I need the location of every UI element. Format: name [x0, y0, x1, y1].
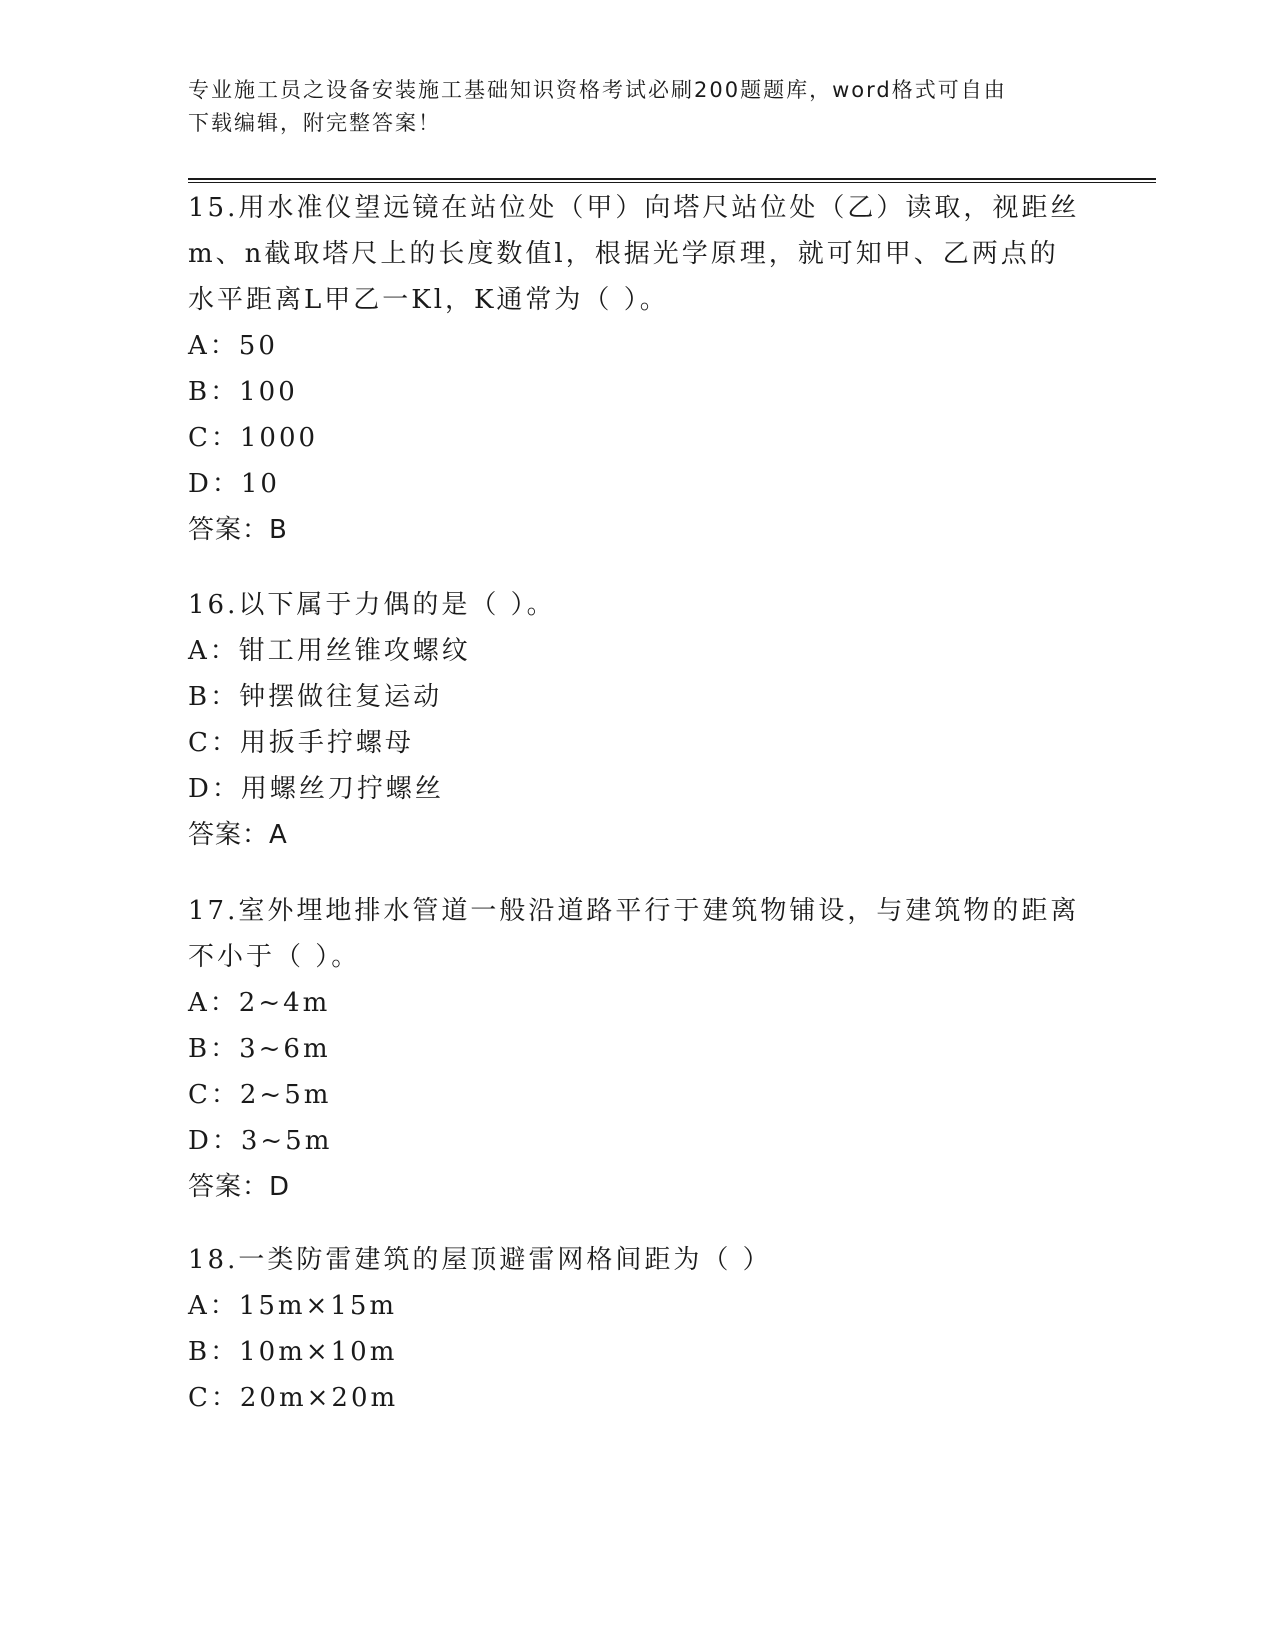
question-text-line: 15.用水准仪望远镜在站位处（甲）向塔尺站位处（乙）读取，视距丝: [188, 193, 1080, 223]
question-16: [188, 582, 1088, 858]
option-c: C：20m×20m: [188, 1383, 399, 1413]
question-15: [188, 185, 1088, 553]
question-text-line: 不小于（ ）。: [188, 942, 361, 972]
answer: 答案：D: [188, 1172, 291, 1202]
option-a: A：15m×15m: [188, 1291, 398, 1321]
option-c: C：用扳手拧螺母: [188, 728, 414, 758]
option-d: D：10: [188, 469, 280, 499]
option-b: B：100: [188, 377, 298, 407]
option-c: C：1000: [188, 423, 319, 453]
option-a: A：2~4m: [188, 988, 331, 1018]
answer: 答案：B: [188, 515, 288, 545]
option-d: D：用螺丝刀拧螺丝: [188, 774, 444, 804]
option-d: D：3~5m: [188, 1126, 333, 1156]
header-divider: [188, 178, 1156, 183]
option-b: B：10m×10m: [188, 1337, 398, 1367]
option-a: A：钳工用丝锥攻螺纹: [188, 636, 471, 666]
question-text-line: 16.以下属于力偶的是（ ）。: [188, 590, 556, 620]
question-text-line: 18.一类防雷建筑的屋顶避雷网格间距为（ ）: [188, 1245, 772, 1275]
question-18: [188, 1237, 1088, 1421]
header-line-1: 专业施工员之设备安装施工基础知识资格考试必刷200题题库，word格式可自由: [188, 78, 1007, 102]
option-b: B：3~6m: [188, 1034, 331, 1064]
question-text-line: m、n截取塔尺上的长度数值l，根据光学原理，就可知甲、乙两点的: [188, 239, 1059, 269]
question-17: [188, 888, 1088, 1210]
header-line-2: 下载编辑，附完整答案！: [188, 111, 441, 135]
answer: 答案：A: [188, 820, 288, 850]
document-header: [188, 74, 1088, 140]
option-c: C：2~5m: [188, 1080, 332, 1110]
option-b: B：钟摆做往复运动: [188, 682, 443, 712]
question-text-line: 水平距离L甲乙一Kl，K通常为（ ）。: [188, 285, 669, 315]
question-text-line: 17.室外埋地排水管道一般沿道路平行于建筑物铺设，与建筑物的距离: [188, 896, 1080, 926]
option-a: A：50: [188, 331, 278, 361]
